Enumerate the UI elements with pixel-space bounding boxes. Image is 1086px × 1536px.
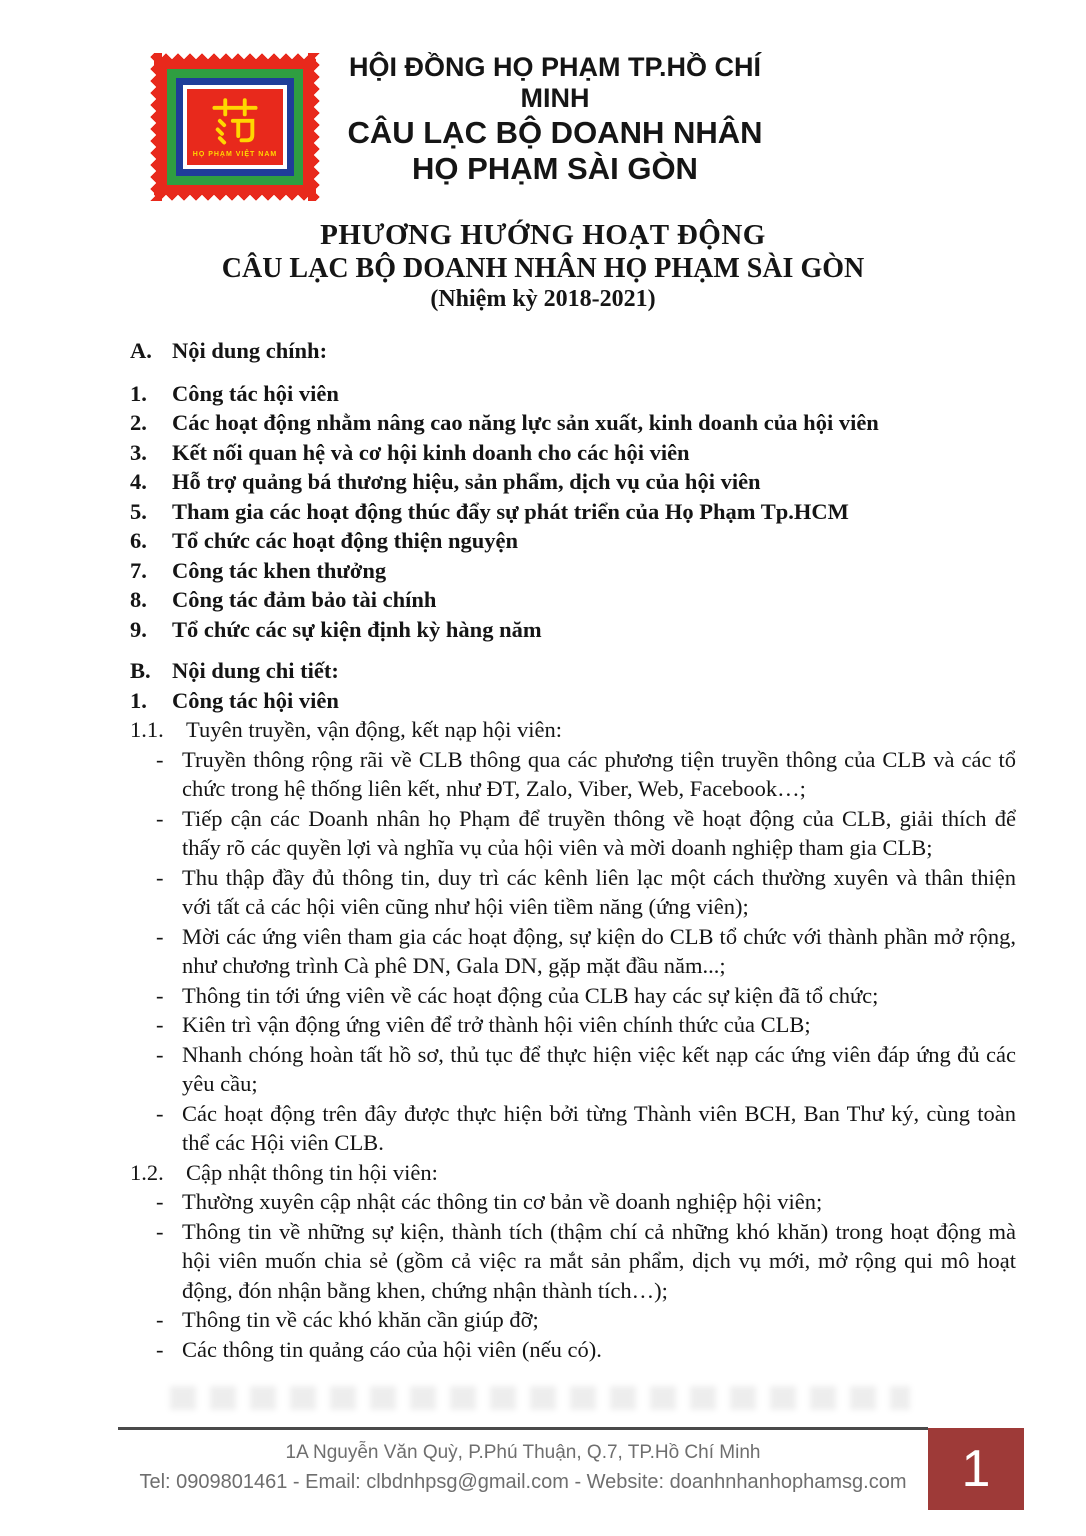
document-title [0, 218, 1086, 314]
item-text: Công tác hội viên [172, 380, 339, 406]
subsection-1-1-heading [130, 715, 1016, 745]
footer-contact: Tel: 0909801461 - Email: clbdnhpsg@gmail.com - Website: doanhnhanhophamsg.com [139, 1471, 907, 1494]
item-number: 9. [130, 616, 147, 642]
item-number: 8. [130, 587, 147, 612]
bullet-text: Nhanh chóng hoàn tất hồ sơ, thủ tục để thực hiện việc kết nạp các ứng viên đáp ứng đủ các yêu cầu; [182, 1041, 1016, 1096]
flag-center-panel [187, 89, 283, 165]
bleedthrough-artifact [170, 1386, 910, 1410]
item-text: Công tác hội viên [172, 687, 339, 713]
item-number: 3. [130, 439, 147, 465]
item-number: 1.1. [130, 717, 164, 742]
bullet-text: Mời các ứng viên tham gia các hoạt động, sự kiện do CLB tổ chức với thành phần mở rộng, như chương trình Cà phê DN, Gala DN, gặp mặt đầu năm...; [182, 923, 1016, 978]
item-text: Cập nhật thông tin hội viên: [186, 1159, 438, 1185]
section-b-label: B. [130, 658, 151, 683]
item-text: Tham gia các hoạt động thúc đẩy sự phát triển của Họ Phạm Tp.HCM [172, 498, 849, 524]
bullet-dash: - [156, 805, 164, 831]
bullet-text: Tiếp cận các Doanh nhân họ Phạm để truyền thông về hoạt động của CLB, giải thích để thấy rõ các quyền lợi và nghĩa vụ của hội viên và mời doanh nghiệp tham gia CLB; [182, 805, 1016, 860]
letterhead-council-name: HỘI ĐỒNG HỌ PHẠM TP.HỒ CHÍ MINH [348, 52, 762, 114]
section-b-title: Nội dung chi tiết: [172, 658, 339, 683]
list-item [130, 615, 1016, 645]
list-item [130, 379, 1016, 409]
section-a-title: Nội dung chính: [172, 338, 328, 363]
item-text: Tổ chức các hoạt động thiện nguyện [172, 528, 519, 553]
list-item [130, 408, 1016, 438]
item-number: 1. [130, 687, 147, 713]
footer-divider [118, 1427, 928, 1430]
bullet-dash: - [156, 1041, 164, 1067]
list-item [130, 497, 1016, 527]
bullet-text: Thông tin về các khó khăn cần giúp đỡ; [182, 1307, 539, 1332]
item-text: Các hoạt động nhằm nâng cao năng lực sản xuất, kinh doanh của hội viên [172, 410, 879, 435]
flag-white-border [183, 85, 287, 169]
letterhead-club-name-2: HỌ PHẠM SÀI GÒN [412, 150, 698, 186]
flag-green-border [167, 69, 303, 185]
flag-red-frame [160, 62, 310, 192]
pham-character-icon [209, 97, 261, 149]
bullet-item [130, 863, 1016, 922]
item-text: Công tác đảm bảo tài chính [172, 587, 437, 612]
clan-flag-logo [150, 53, 320, 201]
section-b-heading [130, 656, 1016, 686]
letterhead-club-name-1: CÂU LẠC BỘ DOANH NHÂN [347, 114, 763, 150]
bullet-item [130, 745, 1016, 804]
footer-address: 1A Nguyễn Văn Quỳ, P.Phú Thuận, Q.7, TP.Hồ Chí Minh [285, 1442, 761, 1463]
title-main: PHƯƠNG HƯỚNG HOẠT ĐỘNG [320, 219, 766, 251]
list-item [130, 467, 1016, 497]
bullet-text: Các thông tin quảng cáo của hội viên (nếu có). [182, 1336, 602, 1362]
bullet-dash: - [156, 923, 164, 949]
bullet-item [130, 1187, 1016, 1217]
bullet-dash: - [156, 982, 164, 1008]
bullet-item [130, 981, 1016, 1011]
bullet-text: Các hoạt động trên đây được thực hiện bởi từng Thành viên BCH, Ban Thư ký, cùng toàn thể các Hội viên CLB. [182, 1100, 1016, 1155]
bullet-dash: - [156, 1307, 164, 1332]
bullet-text: Kiên trì vận động ứng viên để trở thành hội viên chính thức của CLB; [182, 1012, 811, 1037]
item-number: 1. [130, 380, 147, 406]
bullet-dash: - [156, 746, 164, 772]
title-sub: CÂU LẠC BỘ DOANH NHÂN HỌ PHẠM SÀI GÒN [221, 253, 865, 285]
list-item [130, 556, 1016, 586]
bullet-dash: - [156, 864, 164, 890]
item-text: Hỗ trợ quảng bá thương hiệu, sản phẩm, dịch vụ của hội viên [172, 469, 761, 494]
item-number: 7. [130, 557, 147, 583]
item-number: 1.2. [130, 1159, 164, 1185]
document-body [130, 336, 1016, 1364]
footer [118, 1438, 928, 1498]
bullet-item [130, 1335, 1016, 1365]
bullet-text: Thông tin về những sự kiện, thành tích (thậm chí cả những khó khăn) trong hoạt động mà hội viên muốn chia sẻ (gồm cả việc ra mắt sản phẩm, dịch vụ mới, mở rộng qui mô hoạt động, đón nhận bằng khen, chứng nhận thành tích…); [182, 1218, 1016, 1303]
bullet-dash: - [156, 1012, 164, 1037]
bullet-dash: - [156, 1100, 164, 1126]
letterhead [318, 52, 792, 187]
item-text: Tổ chức các sự kiện định kỳ hàng năm [172, 616, 542, 642]
item-number: 4. [130, 469, 147, 494]
bullet-text: Truyền thông rộng rãi về CLB thông qua các phương tiện truyền thông của CLB và các tổ chức trong hệ thống liên kết, như ĐT, Zalo, Viber, Web, Facebook…; [182, 746, 1016, 801]
bullet-item [130, 804, 1016, 863]
bullet-text: Thu thập đầy đủ thông tin, duy trì các kênh liên lạc một cách thường xuyên và thân thiện với tất cả các hội viên cũng như hội viên tiềm năng (ứng viên); [182, 864, 1016, 919]
item-number: 6. [130, 528, 147, 553]
bullet-item [130, 1305, 1016, 1335]
bullet-dash: - [156, 1218, 164, 1244]
item-text: Công tác khen thưởng [172, 557, 387, 583]
list-item [130, 585, 1016, 615]
section-a-heading [130, 336, 1016, 366]
item-number: 5. [130, 498, 147, 524]
flag-caption: HỌ PHẠM VIỆT NAM [192, 150, 278, 158]
subsection-1-2-heading [130, 1158, 1016, 1188]
bullet-item [130, 922, 1016, 981]
subsection-1-heading [130, 686, 1016, 716]
bullet-item [130, 1217, 1016, 1306]
bullet-text: Thường xuyên cập nhật các thông tin cơ bản về doanh nghiệp hội viên; [182, 1189, 823, 1214]
page-number: 1 [961, 1440, 991, 1498]
bullet-text: Thông tin tới ứng viên về các hoạt động của CLB hay các sự kiện đã tổ chức; [182, 982, 879, 1008]
page-number-badge [928, 1428, 1024, 1510]
list-item [130, 526, 1016, 556]
item-number: 2. [130, 410, 147, 435]
section-a-label: A. [130, 338, 152, 363]
bullet-item [130, 1040, 1016, 1099]
list-item [130, 438, 1016, 468]
bullet-dash: - [156, 1336, 164, 1362]
item-text: Kết nối quan hệ và cơ hội kinh doanh cho các hội viên [172, 439, 690, 465]
bullet-item [130, 1099, 1016, 1158]
item-text: Tuyên truyền, vận động, kết nạp hội viên: [186, 717, 562, 742]
bullet-item [130, 1010, 1016, 1040]
title-term: (Nhiệm kỳ 2018-2021) [430, 286, 656, 313]
flag-blue-border [176, 78, 294, 176]
bullet-dash: - [156, 1189, 164, 1214]
